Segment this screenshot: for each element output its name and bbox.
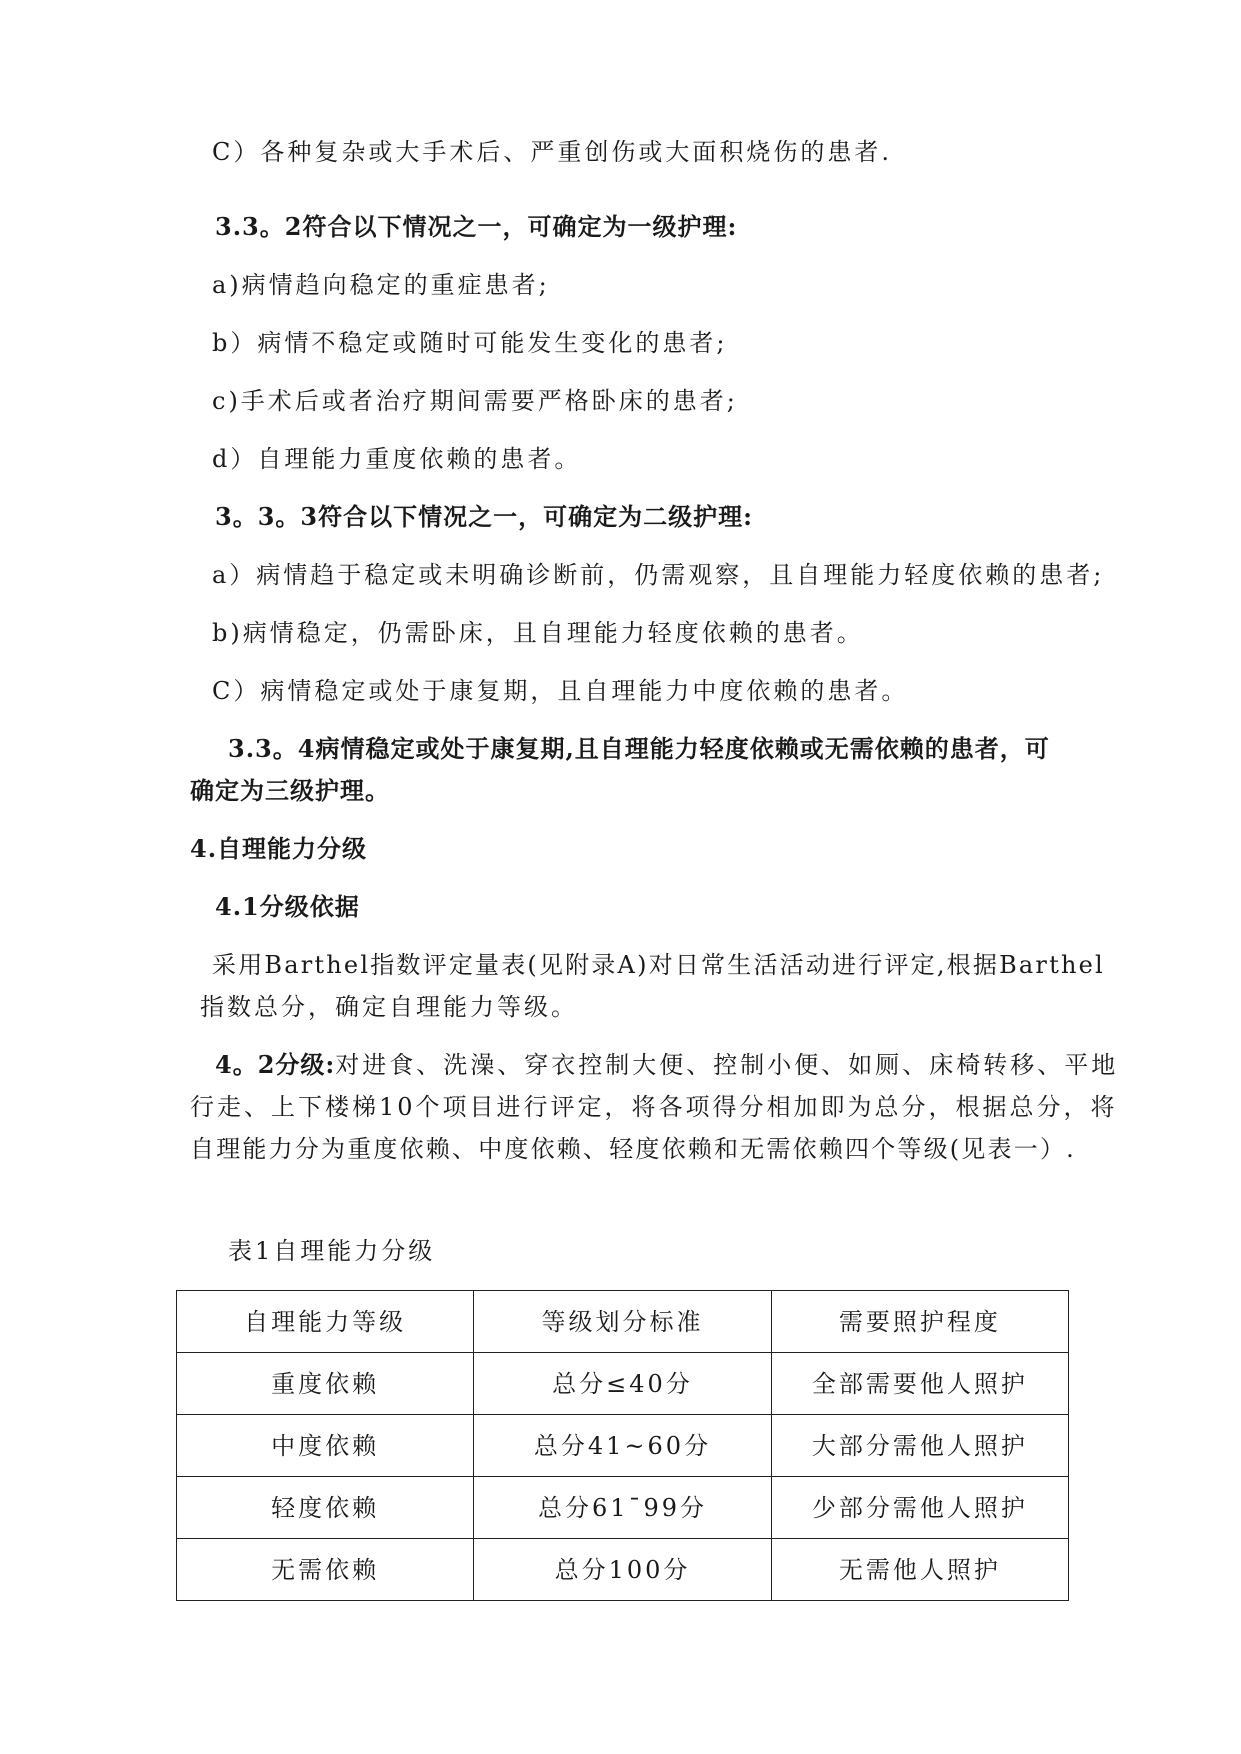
paragraph-line: 自理能力分为重度依赖、中度依赖、轻度依赖和无需依赖四个等级(见表一）.: [190, 1135, 1076, 1163]
table-row: [177, 1477, 1069, 1539]
section-heading: 3.3。2符合以下情况之一，可确定为一级护理:: [215, 212, 738, 241]
list-item: d）自理能力重度依赖的患者。: [212, 445, 582, 473]
subsection-heading: 4.1分级依据: [215, 892, 360, 921]
paragraph-line: C）各种复杂或大手术后、严重创伤或大面积烧伤的患者.: [212, 138, 892, 166]
table-cell: 无需依赖: [177, 1539, 474, 1601]
list-item: a）病情趋于稳定或未明确诊断前，仍需观察，且自理能力轻度依赖的患者;: [212, 561, 1105, 589]
section-heading: 3。3。3符合以下情况之一，可确定为二级护理:: [215, 502, 753, 531]
table-row: [177, 1539, 1069, 1601]
self-care-grade-table: [176, 1290, 1069, 1601]
table-header-cell: 需要照护程度: [771, 1291, 1068, 1353]
inline-text: 对进食、洗澡、穿衣控制大便、控制小便、如厕、床椅转移、平地: [335, 1051, 1119, 1079]
table-cell: 少部分需他人照护: [771, 1477, 1068, 1539]
table-cell: 总分41~60分: [474, 1415, 771, 1477]
chapter-heading: 4.自理能力分级: [190, 834, 368, 863]
table-row: [177, 1353, 1069, 1415]
table-header-row: [177, 1291, 1069, 1353]
table-cell: 大部分需他人照护: [771, 1415, 1068, 1477]
section-heading: 3.3。4病情稳定或处于康复期,且自理能力轻度依赖或无需依赖的患者，可: [228, 734, 1050, 763]
paragraph-line: [215, 1050, 1118, 1080]
paragraph-line: 指数总分，确定自理能力等级。: [200, 993, 578, 1021]
table-caption: 表1自理能力分级: [228, 1237, 436, 1265]
table-cell: 中度依赖: [177, 1415, 474, 1477]
table-cell: 总分61¯99分: [474, 1477, 771, 1539]
table-header-cell: 自理能力等级: [177, 1291, 474, 1353]
table-header-cell: 等级划分标准: [474, 1291, 771, 1353]
list-item: b)病情稳定，仍需卧床，且自理能力轻度依赖的患者。: [212, 619, 864, 647]
table-cell: 轻度依赖: [177, 1477, 474, 1539]
paragraph-line: 采用Barthel指数评定量表(见附录A)对日常生活活动进行评定,根据Barthel: [212, 951, 1105, 979]
list-item: b）病情不稳定或随时可能发生变化的患者;: [212, 329, 728, 357]
table-row: [177, 1415, 1069, 1477]
table-cell: 全部需要他人照护: [771, 1353, 1068, 1415]
table-cell: 重度依赖: [177, 1353, 474, 1415]
inline-heading: 4。2分级:: [215, 1050, 336, 1079]
table-cell: 总分100分: [474, 1539, 771, 1601]
list-item: a)病情趋向稳定的重症患者;: [212, 271, 550, 299]
list-item: C）病情稳定或处于康复期，且自理能力中度依赖的患者。: [212, 677, 909, 705]
table-cell: 总分≤40分: [474, 1353, 771, 1415]
list-item: c)手术后或者治疗期间需要严格卧床的患者;: [212, 387, 738, 415]
section-heading-continued: 确定为三级护理。: [190, 776, 390, 805]
table-cell: 无需他人照护: [771, 1539, 1068, 1601]
paragraph-line: 行走、上下楼梯10个项目进行评定，将各项得分相加即为总分，根据总分，将: [190, 1093, 1118, 1121]
